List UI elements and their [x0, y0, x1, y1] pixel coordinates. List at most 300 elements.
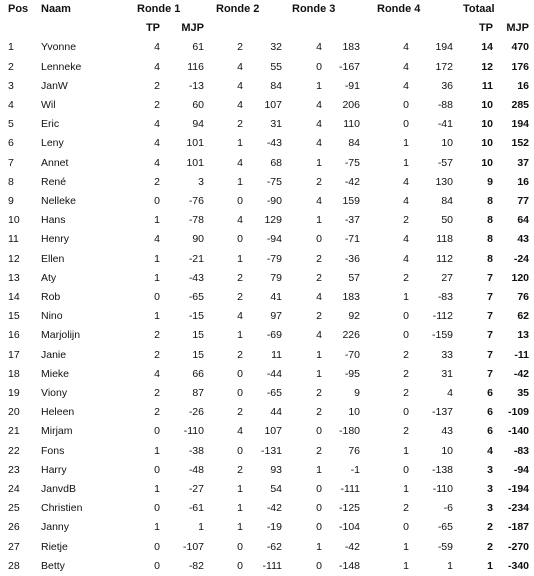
cell-r3-mjp: 206 [342, 99, 360, 112]
cell-r2-tp: 0 [237, 387, 243, 400]
cell-name: Viony [41, 387, 68, 400]
cell-r4-tp: 4 [403, 175, 409, 188]
cell-r2-tp: 2 [237, 291, 243, 304]
cell-r1-mjp: 87 [192, 387, 204, 400]
cell-total-tp: 3 [487, 483, 493, 496]
cell-total-tp: 10 [481, 99, 493, 112]
cell-r4-tp: 1 [403, 540, 409, 553]
cell-r2-mjp: -62 [266, 540, 282, 553]
cell-r2-mjp: -42 [266, 502, 282, 515]
cell-r3-tp: 1 [316, 367, 322, 380]
cell-total-tp: 6 [487, 425, 493, 438]
cell-r3-tp: 0 [316, 483, 322, 496]
cell-total-tp: 4 [487, 444, 493, 457]
cell-r2-tp: 0 [237, 559, 243, 572]
cell-pos: 9 [8, 195, 14, 208]
cell-r1-tp: 4 [154, 137, 160, 150]
cell-r4-mjp: -138 [431, 463, 453, 476]
cell-name: Heleen [41, 406, 75, 419]
cell-pos: 12 [8, 252, 20, 265]
cell-r1-tp: 2 [154, 175, 160, 188]
cell-total-mjp: -140 [508, 425, 530, 438]
cell-r1-mjp: 15 [192, 348, 204, 361]
cell-r4-mjp: -59 [437, 540, 453, 553]
cell-r1-mjp: 66 [192, 367, 204, 380]
cell-r4-tp: 0 [403, 406, 409, 419]
cell-r1-tp: 2 [154, 387, 160, 400]
cell-r4-mjp: 118 [436, 233, 453, 246]
cell-total-mjp: -234 [508, 502, 530, 515]
cell-r3-mjp: -75 [344, 156, 360, 169]
cell-r3-mjp: 76 [348, 444, 360, 457]
table-row [0, 173, 534, 192]
cell-name: Mieke [41, 367, 70, 380]
cell-pos: 23 [8, 463, 20, 476]
cell-total-mjp: 120 [511, 271, 530, 284]
cell-r4-mjp: 27 [441, 271, 453, 284]
cell-name: Marjolijn [41, 329, 81, 342]
cell-r4-mjp: 172 [435, 60, 453, 73]
cell-name: Ellen [41, 252, 65, 265]
cell-name: Leny [41, 137, 64, 150]
cell-r1-tp: 0 [154, 425, 160, 438]
cell-r4-mjp: 31 [441, 367, 453, 380]
cell-r4-tp: 1 [403, 156, 409, 169]
cell-r2-tp: 0 [237, 233, 243, 246]
cell-name: Nino [41, 310, 63, 323]
cell-r4-mjp: 84 [441, 195, 453, 208]
cell-r4-mjp: -159 [431, 329, 453, 342]
cell-total-mjp: -194 [508, 483, 530, 496]
cell-total-mjp: 13 [517, 329, 530, 342]
cell-r4-mjp: 1 [447, 559, 453, 572]
cell-pos: 8 [8, 175, 14, 188]
cell-r1-tp: 1 [154, 310, 160, 323]
cell-r4-mjp: 4 [447, 387, 453, 400]
cell-r3-tp: 4 [316, 291, 322, 304]
cell-r3-mjp: -42 [344, 540, 360, 553]
cell-r2-mjp: -69 [266, 329, 282, 342]
cell-r2-tp: 0 [237, 444, 243, 457]
cell-total-tp: 10 [481, 156, 493, 169]
cell-pos: 19 [8, 387, 20, 400]
cell-r1-mjp: 61 [192, 41, 204, 54]
cell-name: Betty [41, 559, 65, 572]
cell-r3-tp: 0 [316, 60, 322, 73]
table-row [0, 326, 534, 345]
cell-name: Annet [41, 156, 69, 169]
table-row [0, 461, 534, 480]
cell-r3-tp: 4 [316, 99, 322, 112]
cell-r1-mjp: 3 [198, 175, 204, 188]
cell-name: Harry [41, 463, 67, 476]
cell-r1-tp: 1 [154, 483, 160, 496]
cell-pos: 5 [8, 118, 14, 131]
cell-r4-mjp: -137 [431, 406, 453, 419]
cell-name: JanW [41, 79, 68, 92]
cell-pos: 16 [8, 329, 20, 342]
header-ronde-2: Ronde 2 [216, 3, 260, 15]
cell-r1-mjp: 1 [198, 521, 204, 534]
cell-r2-mjp: 68 [270, 156, 282, 169]
cell-r4-mjp: 36 [441, 79, 453, 92]
cell-r4-tp: 0 [403, 463, 409, 476]
cell-r4-mjp: -112 [432, 310, 453, 323]
header-row-rounds [0, 0, 534, 19]
table-row [0, 96, 534, 115]
cell-r1-mjp: 94 [192, 118, 204, 131]
cell-total-tp: 8 [487, 214, 493, 227]
cell-r3-tp: 2 [316, 387, 322, 400]
table-row [0, 422, 534, 441]
cell-r3-mjp: 110 [343, 118, 360, 131]
cell-r3-tp: 4 [316, 195, 322, 208]
cell-name: JanvdB [41, 483, 77, 496]
cell-r4-mjp: 43 [441, 425, 453, 438]
cell-r4-mjp: -41 [437, 118, 453, 131]
cell-name: Eric [41, 118, 60, 131]
cell-total-mjp: 470 [511, 41, 530, 54]
cell-r2-tp: 2 [237, 463, 243, 476]
cell-r1-tp: 2 [154, 348, 160, 361]
cell-r2-mjp: 54 [270, 483, 282, 496]
cell-r4-mjp: -57 [437, 156, 453, 169]
cell-name: Nelleke [41, 195, 77, 208]
cell-r2-tp: 1 [237, 175, 243, 188]
cell-pos: 10 [8, 214, 20, 227]
cell-total-tp: 1 [487, 559, 493, 572]
cell-r3-mjp: -36 [344, 252, 360, 265]
cell-name: Fons [41, 444, 65, 457]
cell-r4-tp: 0 [403, 99, 409, 112]
cell-r4-mjp: 10 [441, 444, 453, 457]
cell-r4-tp: 1 [403, 291, 409, 304]
cell-r3-mjp: -1 [350, 463, 360, 476]
header-r1-mjp: MJP [181, 22, 204, 35]
cell-r2-tp: 0 [237, 540, 243, 553]
cell-r2-tp: 4 [237, 214, 243, 227]
cell-r4-mjp: 112 [436, 252, 453, 265]
table-row [0, 307, 534, 326]
table-row [0, 115, 534, 134]
cell-total-tp: 7 [487, 367, 493, 380]
cell-r1-mjp: 90 [192, 233, 204, 246]
cell-r1-mjp: -82 [188, 559, 204, 572]
cell-r2-mjp: 107 [264, 425, 282, 438]
cell-r2-mjp: -94 [266, 233, 282, 246]
cell-name: Wil [41, 99, 56, 112]
cell-total-mjp: -187 [508, 521, 530, 534]
cell-r3-tp: 1 [316, 214, 322, 227]
cell-name: Rietje [41, 540, 68, 553]
cell-total-mjp: 77 [517, 195, 530, 208]
cell-r2-tp: 2 [237, 118, 243, 131]
cell-pos: 22 [8, 444, 20, 457]
cell-total-mjp: -340 [508, 559, 530, 572]
cell-r1-mjp: 60 [192, 99, 204, 112]
cell-pos: 11 [8, 233, 19, 246]
cell-r4-tp: 0 [403, 521, 409, 534]
cell-r3-mjp: 183 [342, 291, 360, 304]
cell-r3-tp: 0 [316, 559, 322, 572]
cell-total-tp: 12 [481, 60, 493, 73]
cell-total-mjp: 62 [517, 310, 530, 323]
cell-r2-mjp: 107 [264, 99, 282, 112]
cell-r3-tp: 2 [316, 271, 322, 284]
cell-r3-mjp: -37 [344, 214, 360, 227]
cell-r3-tp: 1 [316, 156, 322, 169]
cell-r2-mjp: 97 [270, 310, 282, 323]
cell-total-tp: 14 [481, 41, 493, 54]
cell-r1-tp: 0 [154, 195, 160, 208]
cell-pos: 6 [8, 137, 14, 150]
cell-total-mjp: 176 [511, 60, 530, 73]
cell-pos: 25 [8, 502, 20, 515]
table-row [0, 154, 534, 173]
cell-r1-mjp: -27 [188, 483, 204, 496]
cell-total-tp: 8 [487, 252, 493, 265]
cell-r2-tp: 4 [237, 156, 243, 169]
cell-r1-mjp: -110 [183, 425, 204, 438]
cell-r2-mjp: 84 [270, 79, 282, 92]
cell-r3-mjp: -125 [338, 502, 360, 515]
cell-r3-mjp: -95 [344, 367, 360, 380]
cell-r2-mjp: -44 [266, 367, 282, 380]
cell-r2-tp: 2 [237, 271, 243, 284]
table-row [0, 77, 534, 96]
cell-r2-mjp: -65 [266, 387, 282, 400]
cell-r4-tp: 4 [403, 79, 409, 92]
cell-r2-tp: 2 [237, 41, 243, 54]
cell-pos: 28 [8, 559, 20, 572]
cell-r3-mjp: 10 [348, 406, 360, 419]
cell-r3-tp: 1 [316, 79, 322, 92]
cell-r4-tp: 2 [403, 387, 409, 400]
cell-r2-tp: 4 [237, 99, 243, 112]
cell-r1-tp: 1 [154, 521, 160, 534]
table-row [0, 499, 534, 518]
cell-r4-tp: 4 [403, 233, 409, 246]
header-naam: Naam [41, 3, 71, 15]
cell-r4-mjp: 130 [435, 175, 453, 188]
cell-r2-mjp: -79 [266, 252, 282, 265]
cell-r3-mjp: -111 [340, 483, 360, 496]
cell-r3-mjp: 92 [348, 310, 360, 323]
cell-r3-mjp: -167 [338, 60, 360, 73]
cell-name: Hans [41, 214, 66, 227]
cell-total-tp: 11 [481, 79, 493, 92]
cell-r3-mjp: 57 [348, 271, 360, 284]
cell-r2-tp: 2 [237, 348, 243, 361]
cell-total-tp: 3 [487, 463, 493, 476]
cell-r3-tp: 2 [316, 310, 322, 323]
cell-r3-tp: 4 [316, 329, 322, 342]
table-row [0, 480, 534, 499]
header-pos: Pos [8, 3, 29, 15]
cell-r4-tp: 2 [403, 502, 409, 515]
cell-pos: 2 [8, 60, 14, 73]
cell-r3-tp: 4 [316, 41, 322, 54]
cell-r4-tp: 0 [403, 310, 409, 323]
cell-r3-tp: 2 [316, 175, 322, 188]
header-ronde-1: Ronde 1 [137, 3, 181, 15]
cell-total-mjp: 152 [511, 137, 530, 150]
cell-r4-tp: 2 [403, 367, 409, 380]
cell-total-tp: 3 [487, 502, 493, 515]
cell-r4-tp: 1 [403, 137, 409, 150]
cell-r2-mjp: 11 [271, 348, 282, 361]
cell-total-mjp: -83 [513, 444, 530, 457]
cell-total-tp: 8 [487, 195, 493, 208]
cell-total-mjp: 76 [517, 291, 530, 304]
cell-total-tp: 7 [487, 310, 493, 323]
cell-r2-tp: 1 [237, 502, 243, 515]
cell-r1-tp: 2 [154, 329, 160, 342]
cell-pos: 4 [8, 99, 14, 112]
cell-r4-mjp: -88 [437, 99, 453, 112]
cell-r3-mjp: 159 [342, 195, 360, 208]
cell-name: Christien [41, 502, 83, 515]
cell-r1-mjp: -107 [182, 540, 204, 553]
cell-r2-tp: 1 [237, 329, 243, 342]
cell-total-mjp: 16 [517, 175, 530, 188]
table-row [0, 250, 534, 269]
cell-r1-mjp: -61 [188, 502, 204, 515]
cell-r2-mjp: 31 [270, 118, 282, 131]
cell-pos: 26 [8, 521, 20, 534]
cell-name: Mirjam [41, 425, 73, 438]
cell-r2-mjp: 79 [270, 271, 282, 284]
table-row [0, 538, 534, 557]
cell-r1-mjp: 101 [186, 137, 204, 150]
table-row [0, 192, 534, 211]
cell-r2-tp: 1 [237, 137, 243, 150]
cell-r4-mjp: -83 [437, 291, 453, 304]
cell-total-mjp: 64 [517, 214, 530, 227]
cell-name: Lenneke [41, 60, 82, 73]
cell-r2-tp: 0 [237, 195, 243, 208]
cell-name: Janny [41, 521, 70, 534]
cell-r1-mjp: -15 [188, 310, 204, 323]
cell-r2-tp: 1 [237, 521, 243, 534]
cell-total-mjp: -109 [508, 406, 530, 419]
table-row [0, 269, 534, 288]
cell-r2-mjp: -111 [262, 559, 282, 572]
header-r1-tp: TP [145, 22, 160, 35]
cell-r3-tp: 0 [316, 502, 322, 515]
cell-r3-tp: 4 [316, 118, 322, 131]
cell-total-mjp: 16 [517, 79, 530, 92]
cell-pos: 7 [8, 156, 14, 169]
cell-r4-tp: 2 [403, 425, 409, 438]
cell-pos: 27 [8, 540, 20, 553]
cell-r4-tp: 2 [403, 214, 409, 227]
cell-r4-tp: 4 [403, 252, 409, 265]
cell-pos: 18 [8, 367, 20, 380]
cell-pos: 13 [8, 271, 20, 284]
cell-name: Yvonne [41, 41, 77, 54]
cell-pos: 24 [8, 483, 20, 496]
cell-r1-tp: 4 [154, 367, 160, 380]
cell-r4-mjp: -65 [437, 521, 453, 534]
cell-total-tp: 2 [487, 521, 493, 534]
cell-r3-tp: 1 [316, 463, 322, 476]
cell-total-tp: 7 [487, 271, 493, 284]
cell-r1-mjp: 101 [186, 156, 204, 169]
cell-total-mjp: -24 [513, 252, 530, 265]
cell-total-tp: 8 [487, 233, 493, 246]
cell-name: Janie [41, 348, 67, 361]
cell-r3-tp: 0 [316, 233, 322, 246]
table-row [0, 38, 534, 57]
cell-r4-tp: 1 [403, 444, 409, 457]
cell-r4-mjp: 194 [435, 41, 453, 54]
cell-r1-mjp: -76 [188, 195, 204, 208]
cell-total-mjp: -42 [513, 367, 530, 380]
cell-total-mjp: 35 [517, 387, 530, 400]
cell-r3-tp: 2 [316, 444, 322, 457]
cell-total-tp: 10 [481, 137, 493, 150]
cell-r1-mjp: -43 [188, 271, 204, 284]
table-row [0, 58, 534, 77]
cell-r1-mjp: -21 [188, 252, 204, 265]
cell-r1-tp: 0 [154, 291, 160, 304]
cell-r4-mjp: 33 [441, 348, 453, 361]
cell-r2-tp: 0 [237, 367, 243, 380]
cell-r4-tp: 1 [403, 483, 409, 496]
cell-r4-mjp: 50 [441, 214, 453, 227]
table-row [0, 346, 534, 365]
cell-r4-tp: 0 [403, 329, 409, 342]
cell-r3-mjp: 84 [348, 137, 360, 150]
cell-r4-mjp: -6 [443, 502, 453, 515]
cell-r1-tp: 1 [154, 271, 160, 284]
cell-name: Henry [41, 233, 70, 246]
cell-r1-tp: 0 [154, 502, 160, 515]
cell-pos: 15 [8, 310, 20, 323]
table-row [0, 134, 534, 153]
cell-r3-mjp: 183 [342, 41, 360, 54]
cell-r2-tp: 4 [237, 310, 243, 323]
cell-r4-tp: 2 [403, 348, 409, 361]
cell-pos: 17 [8, 348, 20, 361]
cell-r3-tp: 4 [316, 137, 322, 150]
cell-total-tp: 6 [487, 387, 493, 400]
cell-r3-mjp: -91 [344, 79, 360, 92]
cell-total-mjp: 285 [511, 99, 530, 112]
table-row [0, 230, 534, 249]
cell-r1-mjp: -13 [188, 79, 204, 92]
cell-r3-tp: 2 [316, 406, 322, 419]
header-total-tp: TP [478, 22, 493, 35]
cell-r2-mjp: 32 [270, 41, 282, 54]
table-row [0, 384, 534, 403]
cell-pos: 14 [8, 291, 20, 304]
cell-total-mjp: -11 [514, 348, 530, 361]
cell-r2-mjp: -75 [266, 175, 282, 188]
cell-r1-tp: 2 [154, 79, 160, 92]
cell-r2-tp: 4 [237, 79, 243, 92]
cell-pos: 21 [8, 425, 20, 438]
cell-total-tp: 7 [487, 348, 493, 361]
cell-r2-tp: 1 [237, 252, 243, 265]
cell-r1-tp: 1 [154, 252, 160, 265]
cell-r3-tp: 0 [316, 425, 322, 438]
cell-r2-tp: 4 [237, 425, 243, 438]
cell-r4-tp: 4 [403, 41, 409, 54]
cell-total-mjp: 37 [517, 156, 530, 169]
cell-pos: 1 [8, 41, 14, 54]
